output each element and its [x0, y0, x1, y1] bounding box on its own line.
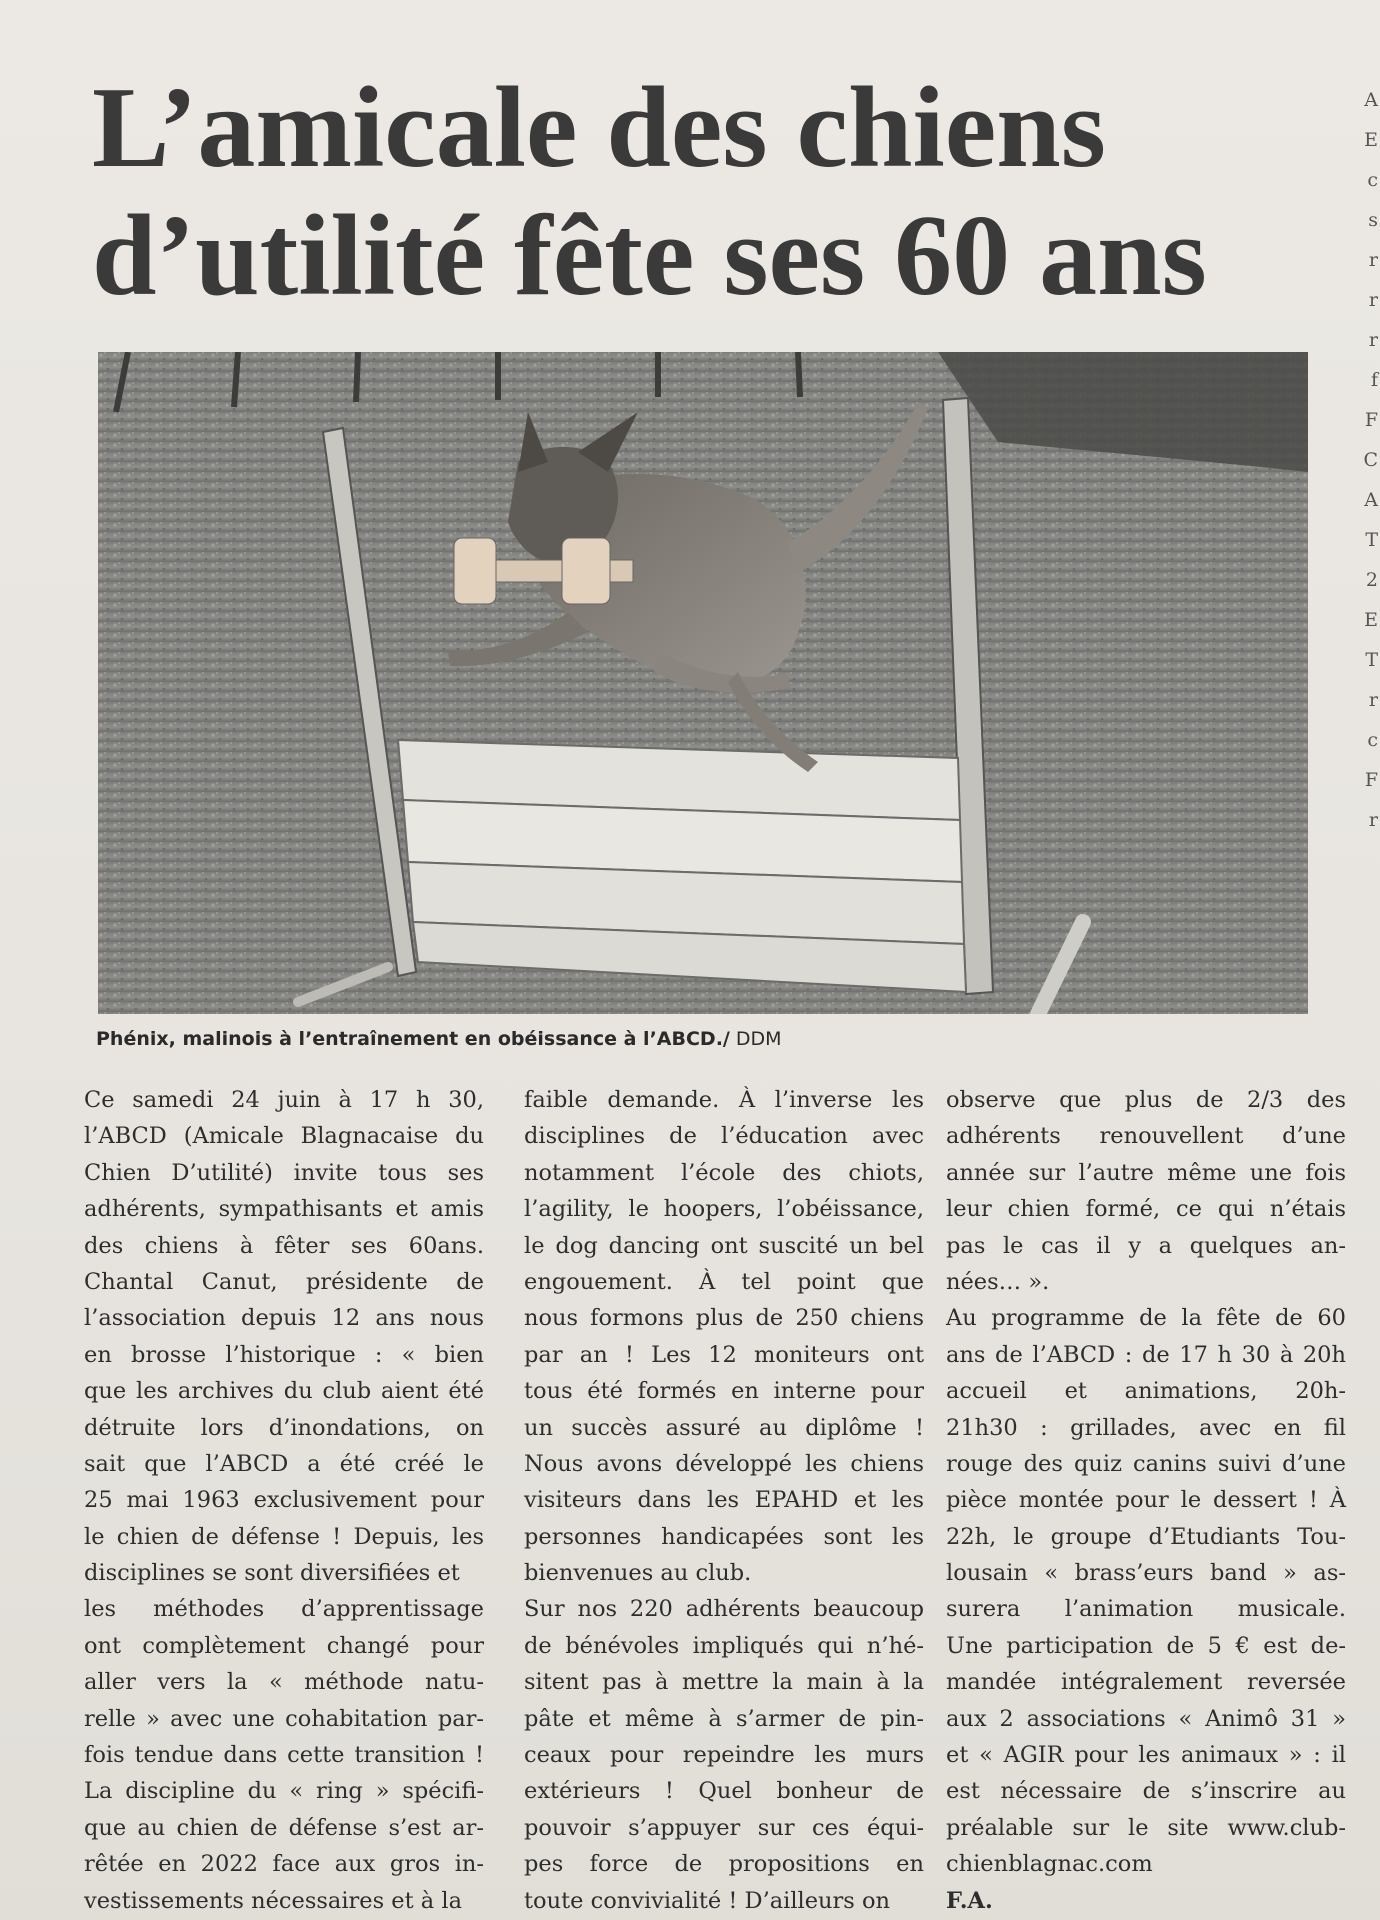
article-line: Nous avons développé les chiens: [524, 1450, 924, 1477]
article-line: le chien de défense ! Depuis, les: [84, 1523, 484, 1550]
article-line: engouement. À tel point que: [524, 1268, 924, 1295]
article-line: mandée intégralement reversée: [946, 1669, 1346, 1696]
article-line: leur chien formé, ce qui n’étais: [946, 1196, 1346, 1223]
article-line: bienvenues au club.: [524, 1560, 752, 1587]
edge-letter: r: [1368, 249, 1378, 271]
article-line: 21h30 : grillades, avec en fil: [946, 1414, 1346, 1441]
article-line: observe que plus de 2/3 des: [946, 1087, 1346, 1113]
article-line: les méthodes d’apprentissage: [84, 1596, 484, 1623]
article-line: pièce montée pour le dessert ! À: [946, 1487, 1346, 1514]
article-line: ont complètement changé pour: [84, 1632, 484, 1659]
photo-credit: DDM: [735, 1028, 782, 1050]
article-line: disciplines se sont diversifiées et: [84, 1560, 460, 1587]
article-line: l’ABCD (Amicale Blagnacaise du: [84, 1123, 484, 1150]
article-line: disciplines de l’éducation avec: [524, 1123, 924, 1150]
article-line: pas le cas il y a quelques an-: [946, 1232, 1346, 1259]
article-line: rêtée en 2022 face aux gros in-: [84, 1851, 484, 1878]
edge-letter: T: [1365, 529, 1378, 551]
article-line: 25 mai 1963 exclusivement pour: [84, 1487, 484, 1514]
article-line: ans de l’ABCD : de 17 h 30 à 20h: [946, 1341, 1346, 1368]
edge-letter: r: [1368, 809, 1378, 831]
headline-line-2: d’utilité fête ses 60 ans: [92, 192, 1207, 320]
article-line: que au chien de défense s’est ar-: [84, 1814, 484, 1841]
article-line: sait que l’ABCD a été créé le: [84, 1450, 484, 1477]
edge-letter: r: [1368, 689, 1378, 711]
article-line: l’association depuis 12 ans nous: [84, 1305, 484, 1332]
edge-letter: r: [1368, 289, 1378, 311]
photo-illustration: [98, 352, 1308, 1014]
article-line: un succès assuré au diplôme !: [524, 1414, 924, 1441]
article-line: est nécessaire de s’inscrire au: [946, 1778, 1346, 1805]
edge-letter: E: [1364, 609, 1378, 631]
article-line: nous formons plus de 250 chiens: [524, 1305, 924, 1332]
article-line: La discipline du « ring » spécifi-: [84, 1778, 484, 1805]
article-line: ceaux pour repeindre les murs: [524, 1742, 924, 1769]
article-body: [84, 1082, 1346, 1914]
article-line: sitent pas à mettre la main à la: [524, 1669, 924, 1696]
article-line: par an ! Les 12 moniteurs ont: [524, 1341, 924, 1368]
article-line: accueil et animations, 20h-: [946, 1378, 1346, 1405]
article-line: adhérents renouvellent d’une: [946, 1123, 1346, 1150]
article-line: et « AGIR pour les animaux » : il: [946, 1742, 1346, 1769]
edge-letter: r: [1368, 329, 1378, 351]
article-column-2: [524, 1082, 924, 1919]
article-line: toute convivialité ! D’ailleurs on: [524, 1887, 891, 1914]
adjacent-article-edge: [1358, 80, 1380, 860]
article-line: 22h, le groupe d’Etudiants Tou-: [946, 1523, 1346, 1550]
headline: [92, 64, 1322, 320]
article-line: chienblagnac.com: [946, 1851, 1153, 1878]
article-line: rouge des quiz canins suivi d’une: [946, 1450, 1346, 1477]
article-line: Au programme de la fête de 60: [946, 1305, 1346, 1332]
dog-jumping-hurdle-photo: [98, 352, 1308, 1014]
article-line: faible demande. À l’inverse les: [524, 1087, 924, 1113]
article-column-1: [84, 1082, 484, 1919]
article-line: Chien D’utilité) invite tous ses: [84, 1159, 484, 1186]
edge-letter: C: [1363, 449, 1378, 471]
article-line: visiteurs dans les EPAHD et les: [524, 1487, 924, 1514]
article-line: des chiens à fêter ses 60ans.: [84, 1232, 484, 1259]
headline-line-1: L’amicale des chiens: [92, 64, 1106, 192]
article-line: aller vers la « méthode natu-: [84, 1669, 484, 1696]
edge-letter: c: [1367, 169, 1378, 191]
article-line: que les archives du club aient été: [84, 1378, 484, 1405]
article-line: Sur nos 220 adhérents beaucoup: [524, 1596, 924, 1623]
edge-letter: F: [1364, 409, 1378, 431]
article-line: F.A.: [946, 1887, 993, 1914]
article-line: préalable sur le site www.club-: [946, 1814, 1346, 1841]
edge-letter: c: [1367, 729, 1378, 751]
edge-letter: 2: [1365, 569, 1378, 591]
edge-letter: A: [1364, 89, 1378, 111]
article-line: nées… ».: [946, 1268, 1050, 1295]
article-line: extérieurs ! Quel bonheur de: [524, 1778, 924, 1805]
article-line: lousain « brass’eurs band » as-: [946, 1560, 1346, 1587]
article-line: en brosse l’historique : « bien: [84, 1341, 484, 1368]
article-line: vestissements nécessaires et à la: [84, 1887, 462, 1914]
article-line: année sur l’autre même une fois: [946, 1159, 1346, 1186]
edge-letter: f: [1370, 369, 1378, 391]
article-line: adhérents, sympathisants et amis: [84, 1196, 484, 1223]
edge-letter: s: [1368, 209, 1378, 231]
article-line: Ce samedi 24 juin à 17 h 30,: [84, 1087, 484, 1113]
article-line: aux 2 associations « Animô 31 »: [946, 1705, 1346, 1732]
article-line: personnes handicapées sont les: [524, 1523, 924, 1550]
edge-letter: T: [1365, 649, 1378, 671]
article-column-3: [946, 1082, 1346, 1919]
article-line: de bénévoles impliqués qui n’hé-: [524, 1632, 924, 1659]
edge-letter: E: [1364, 129, 1378, 151]
article-line: pouvoir s’appuyer sur ces équi-: [524, 1814, 924, 1841]
article-line: fois tendue dans cette transition !: [84, 1742, 484, 1769]
photo-caption: [96, 1028, 1296, 1050]
caption-text: Phénix, malinois à l’entraînement en obéissance à l’ABCD./: [96, 1028, 730, 1050]
article-line: relle » avec une cohabitation par-: [84, 1705, 484, 1732]
edge-letter: F: [1364, 769, 1378, 791]
article-line: pes force de propositions en: [524, 1851, 924, 1878]
article-line: le dog dancing ont suscité un bel: [524, 1232, 924, 1259]
article-line: notamment l’école des chiots,: [524, 1159, 924, 1186]
edge-letter: A: [1364, 489, 1378, 511]
article-line: l’agility, le hoopers, l’obéissance,: [524, 1196, 924, 1223]
article-line: surera l’animation musicale.: [946, 1596, 1346, 1623]
article-line: tous été formés en interne pour: [524, 1378, 924, 1405]
article-line: détruite lors d’inondations, on: [84, 1414, 484, 1441]
article-line: Une participation de 5 € est de-: [946, 1632, 1346, 1659]
article-line: Chantal Canut, présidente de: [84, 1268, 484, 1295]
article-line: pâte et même à s’armer de pin-: [524, 1705, 924, 1732]
